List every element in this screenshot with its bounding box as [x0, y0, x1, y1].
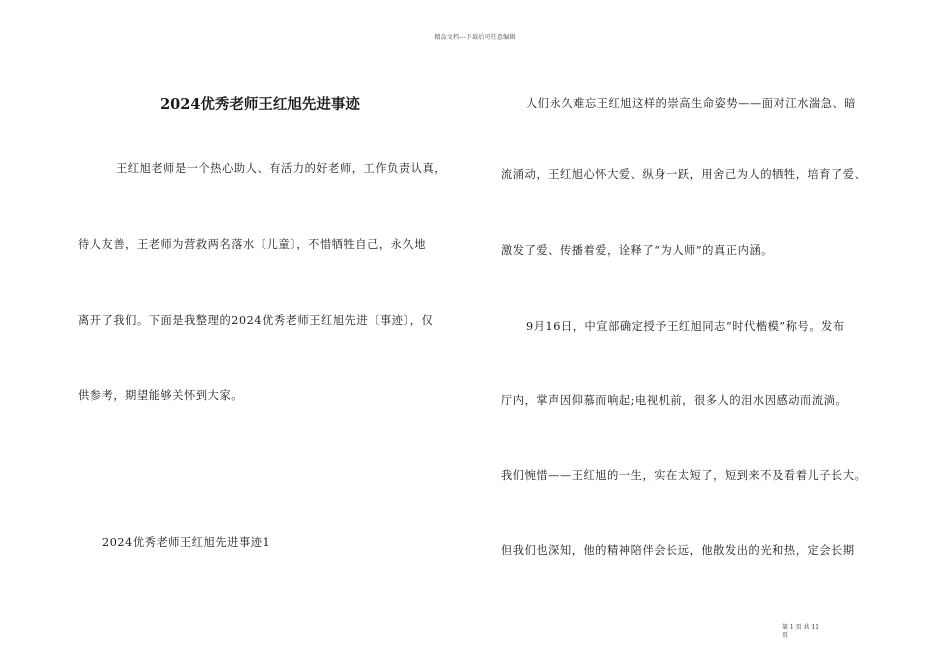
- paragraph-line: 人们永久难忘王红旭这样的崇高生命姿势——面对江水湍急、暗: [526, 97, 857, 110]
- paragraph-line: 9月16日，中宣部确定授予王红旭同志“时代楷模”称号。发布: [526, 320, 845, 333]
- section-heading: 2024优秀老师王红旭先进事迹1: [102, 536, 271, 549]
- paragraph-line: 但我们也深知，他的精神陪伴会长远，他散发出的光和热，定会长期: [501, 544, 855, 557]
- document-title: 2024优秀老师王红旭先进事迹: [160, 96, 360, 113]
- paragraph-line: 待人友善，王老师为营救两名落水〔儿童〕，不惜牺牲自己，永久地: [78, 238, 427, 251]
- paragraph-line: 离开了我们。下面是我整理的2024优秀老师王红旭先进〔事迹〕，仅: [78, 314, 434, 327]
- paragraph-line: 流涌动，王红旭心怀大爱、纵身一跃，用舍己为人的牺牲，培育了爱、: [501, 168, 867, 181]
- paragraph-line: 我们惋惜——王红旭的一生，实在太短了，短到来不及看着儿子长大。: [501, 469, 867, 482]
- paragraph-line: 王红旭老师是一个热心助人、有活力的好老师，工作负责认真，: [116, 162, 447, 175]
- paragraph-line: 激发了爱、传播着爱，诠释了“为人师”的真正内涵。: [501, 244, 773, 257]
- page-number-line: 第 1 页 共 11: [782, 624, 820, 631]
- paragraph-line: 厅内，掌声因仰慕而响起;电视机前，很多人的泪水因感动而流淌。: [501, 394, 848, 407]
- paragraph-line: 供参考，期望能够关怀到大家。: [78, 389, 244, 402]
- page-header: 精品文档---下载后可任意编辑: [434, 34, 516, 41]
- page-number-line: 页: [782, 632, 789, 639]
- page-number: [782, 624, 819, 640]
